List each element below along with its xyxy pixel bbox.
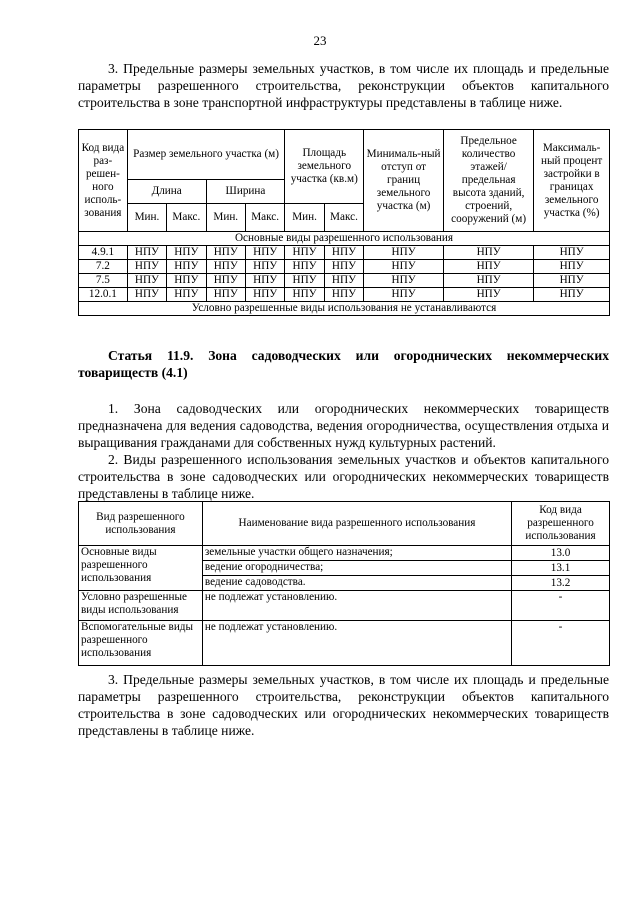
use-code: 13.2 (512, 576, 610, 591)
use-name: ведение садоводства. (202, 576, 511, 591)
header-length-max: Макс. (167, 204, 206, 232)
header-use-name: Наименование вида разрешенного использования (202, 502, 511, 546)
cell: НПУ (534, 274, 610, 288)
auxiliary-uses-label: Вспомогательные виды разрешенного использования (79, 621, 203, 666)
cell: НПУ (364, 274, 444, 288)
cell: НПУ (534, 260, 610, 274)
cell: НПУ (206, 288, 245, 302)
use-name: земельные участки общего назначения; (202, 546, 511, 561)
header-max-percent: Максималь-ный процент застройки в границах земельного участка (%) (534, 130, 610, 232)
section-main-uses: Основные виды разрешенного использования (79, 232, 610, 246)
cell: НПУ (127, 246, 166, 260)
cell: НПУ (127, 260, 166, 274)
row-code: 4.9.1 (79, 246, 128, 260)
conditional-uses-name: не подлежат установлению. (202, 591, 511, 621)
cell: НПУ (245, 246, 284, 260)
header-width-max: Макс. (245, 204, 284, 232)
permitted-uses-table (78, 501, 610, 666)
cell: НПУ (364, 260, 444, 274)
cell: НПУ (444, 260, 534, 274)
auxiliary-uses-code: - (512, 621, 610, 666)
conditional-uses-label: Условно разрешенные виды использования (79, 591, 203, 621)
limits-table-transport (78, 129, 610, 316)
header-length-min: Мин. (127, 204, 166, 232)
header-length: Длина (127, 180, 206, 204)
cell: НПУ (364, 288, 444, 302)
cell: НПУ (285, 260, 324, 274)
header-floors: Предельное количество этажей/ предельная высота зданий, строений, сооружений (м) (444, 130, 534, 232)
use-name: ведение огородничества; (202, 561, 511, 576)
cell: НПУ (534, 246, 610, 260)
paragraph-zone-purpose: 1. Зона садоводческих или огороднических некоммерческих товариществ предназначена для ведения садоводства, ведения огородничества, осуществления отдыха и выращивания гражданами для собственных нужд культурных растений. (78, 401, 609, 450)
cell: НПУ (285, 288, 324, 302)
cell: НПУ (206, 274, 245, 288)
cell: НПУ (127, 274, 166, 288)
header-area-max: Макс. (324, 204, 363, 232)
cell: НПУ (324, 288, 363, 302)
use-code: 13.1 (512, 561, 610, 576)
cell: НПУ (324, 246, 363, 260)
page-number: 23 (313, 33, 327, 48)
cell: НПУ (206, 246, 245, 260)
header-area-min: Мин. (285, 204, 324, 232)
cell: НПУ (364, 246, 444, 260)
cell: НПУ (324, 260, 363, 274)
cell: НПУ (285, 274, 324, 288)
header-use-code: Код вида разрешенного использования (512, 502, 610, 546)
paragraph-uses-intro: 2. Виды разрешенного использования земельных участков и объектов капитального строительства в зоне садоводческих или огороднических некоммерческих товариществ представлены в таблице ниже. (78, 452, 609, 501)
row-code: 12.0.1 (79, 288, 128, 302)
table-row (79, 260, 610, 274)
cell: НПУ (444, 274, 534, 288)
cell: НПУ (534, 288, 610, 302)
cell: НПУ (444, 246, 534, 260)
cell: НПУ (127, 288, 166, 302)
cell: НПУ (206, 260, 245, 274)
header-width: Ширина (206, 180, 285, 204)
header-area: Площадь земельного участка (кв.м) (285, 130, 364, 204)
paragraph-limits-gardening: 3. Предельные размеры земельных участков, в том числе их площадь и предельные параметры разрешенного строительства, реконструкции объектов капитального строительства в зоне садоводческих или огороднических некоммерческих товариществ представлены в таблице ниже. (78, 672, 609, 738)
section-conditional-uses: Условно разрешенные виды использования не устанавливаются (79, 302, 610, 316)
header-size: Размер земельного участка (м) (127, 130, 285, 180)
main-uses-label: Основные виды разрешенного использования (79, 546, 203, 591)
cell: НПУ (167, 274, 206, 288)
row-code: 7.2 (79, 260, 128, 274)
use-code: 13.0 (512, 546, 610, 561)
cell: НПУ (285, 246, 324, 260)
row-code: 7.5 (79, 274, 128, 288)
cell: НПУ (167, 288, 206, 302)
table-row (79, 274, 610, 288)
header-use-type: Вид разрешенного использования (79, 502, 203, 546)
article-heading: Статья 11.9. Зона садоводческих или огороднических некоммерческих товариществ (4.1) (78, 348, 609, 380)
cell: НПУ (444, 288, 534, 302)
table-row (79, 246, 610, 260)
header-width-min: Мин. (206, 204, 245, 232)
cell: НПУ (245, 260, 284, 274)
paragraph-limits-transport: 3. Предельные размеры земельных участков, в том числе их площадь и предельные параметры разрешенного строительства, реконструкции объектов капитального строительства в зоне транспортной инфраструктуры представлены в таблице ниже. (78, 61, 609, 110)
header-min-indent: Минималь-ный отступ от границ земельного участка (м) (364, 130, 444, 232)
cell: НПУ (167, 246, 206, 260)
header-code: Код вида раз-решен-ного исполь-зования (79, 130, 128, 232)
cell: НПУ (324, 274, 363, 288)
table-row (79, 288, 610, 302)
cell: НПУ (245, 288, 284, 302)
cell: НПУ (245, 274, 284, 288)
conditional-uses-code: - (512, 591, 610, 621)
cell: НПУ (167, 260, 206, 274)
auxiliary-uses-name: не подлежат установлению. (202, 621, 511, 666)
